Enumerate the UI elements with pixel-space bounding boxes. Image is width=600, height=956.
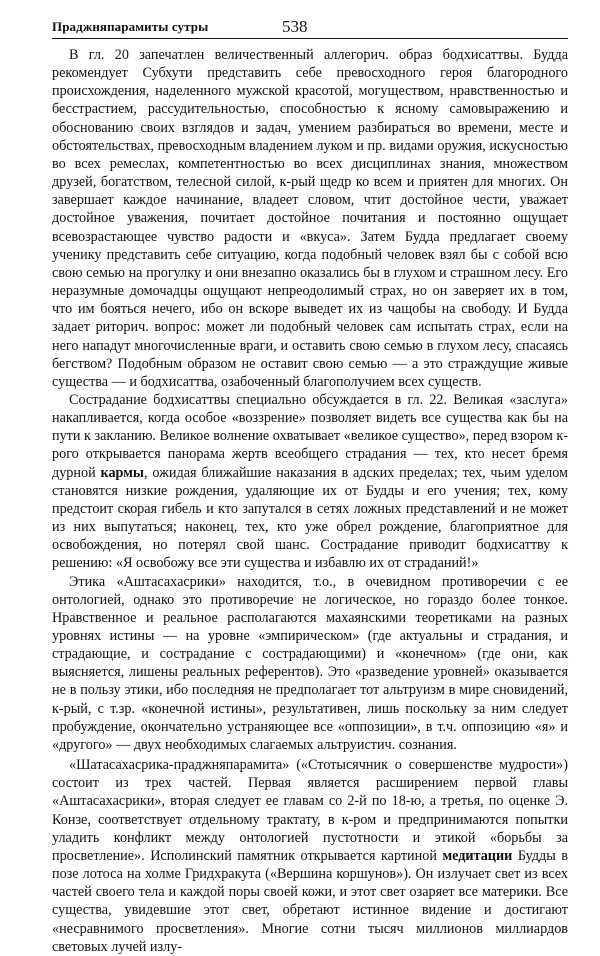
article-body [52,46,568,956]
paragraph-text: В гл. 20 запечатлен величественный аллегорич. образ бодхисаттвы. Будда рекомендует Субхути представить себе превосходного героя благородного происхождения, наделенного мужской красотой, могуществом, нравственностью и бесстрастием, рассудительностью, способностью к ясному самовыражению и обоснованию своих взглядов и задач, умением разбираться во времени, месте и обстоятельствах, превосходным владением луком и пр. видами оружия, искусностью во всех ремеслах, компетентностью во всех дисциплинах знания, множеством друзей, богатством, телесной силой, к-рый щедр ко всем и приятен для многих. Он завершает каждое начинание, владеет словом, чтит достойное чести, уважает достойное уважения, почитает достойное почитания и постоянно ощущает всевозрастающее чувство радости и «вкуса». Затем Будда предлагает своему ученику представить себе ситуацию, когда подобный человек взял бы с собой всю свою семью на прогулку и они внезапно оказались бы в глухом и страшном лесу. Его неразумные домочадцы ощущают непреодолимый страх, но он заверяет их в том, что им бояться нечего, ибо он вскоре выведет их из чащобы на свободу. И Будда задает риторич. вопрос: может ли подобный человек сам испытать страх, если на него нападут многочисленные враги, и оставить свою семью в глухом лесу, спасаясь бегством? Подобным образом не оставит свою семью — а это страждущие живые существа — и бодхисаттва, озабоченный благополучием всех существ. [52,47,568,390]
book-page [52,14,568,956]
paragraph [52,46,568,391]
paragraph [52,756,568,956]
bold-term-meditation: медитации [442,847,513,864]
paragraph-text: Будды в позе лотоса на холме Гридхракута («Вершина коршунов»). Он излучает свет из всех частей своего тела и каждой поры своей кожи, и этот свет озаряет все материки. Все существа, увидевшие этот свет, обретают истинное видение и достигают «несравнимого просветления». Многие сотни тысяч миллионов миллиардов световых лучей излу- [52,847,568,955]
paragraph-text: «Шатасахасрика-праджняпарамита» («Стотысячник о совершенстве мудрости») состоит из трех частей. Первая является расширением первой главы «Аштасахасрики», вторая следует ее главам со 2-й по 18-ю, а третья, по оценке Э. Конзе, соответствует отдельному трактату, в к-ром и предпринимаются попытки уладить конфликт между онтологией пустотности и этикой «борьбы за просветление». Исполинский памятник открывается картиной [52,757,568,864]
paragraph [52,391,568,573]
paragraph-text: , ожидая ближайшие наказания в адских пределах; тех, чьим уделом становятся низкие рождения, удаляющие их от Будды и его учения; тех, кому предстоит скорая гибель и кто запутался в сетях ложных представлений и не может из них выпутаться; наконец, тех, кто уже обрел рождение, благоприятное для освобождения, но потерял свой шанс. Сострадание приводит бодхисаттву к решению: «Я освобожу все эти существа и избавлю их от страданий!» [52,464,569,572]
page-number: 538 [282,17,308,36]
bold-term-karma: кармы [100,464,144,481]
running-title: Праджняпарамиты сутры [52,19,209,34]
paragraph [52,573,568,755]
paragraph-text: Этика «Аштасахасрики» находится, т.о., в очевидном противоречии с ее онтологией, однако это противоречие не логическое, но гораздо более тонкое. Нравственное и реальное располагаются махаянскими теоретиками на разных уровнях истины — на уровне «эмпирическом» (где актуальны и страдания, и страдающие, и сострадание с сострадающими) и «конечном» (где они, как выясняется, лишены реальных референтов). Это «разведение уровней» оказывается не в пользу этики, ибо последняя не предполагает тот альтруизм в мире сновидений, к-рый, с т.зр. «конечной истины», результативен, лишь поскольку за ним следует пробуждение, окончательно устраняющее все «оппозиции», в т.ч. оппозицию «я» и «другого» — двух необходимых слагаемых альтруистич. сознания. [52,573,568,753]
paragraph-text: Сострадание бодхисаттвы специально обсуждается в гл. 22. Великая «заслуга» накапливается, когда особое «воззрение» позволяет видеть все существа как бы на пути к закланию. Великое волнение охватывает «великое существо», перед взором к-рого открывается панорама жертв всеобщего страдания — тех, кто несет бремя дурной [52,391,568,481]
page-header [52,14,568,39]
